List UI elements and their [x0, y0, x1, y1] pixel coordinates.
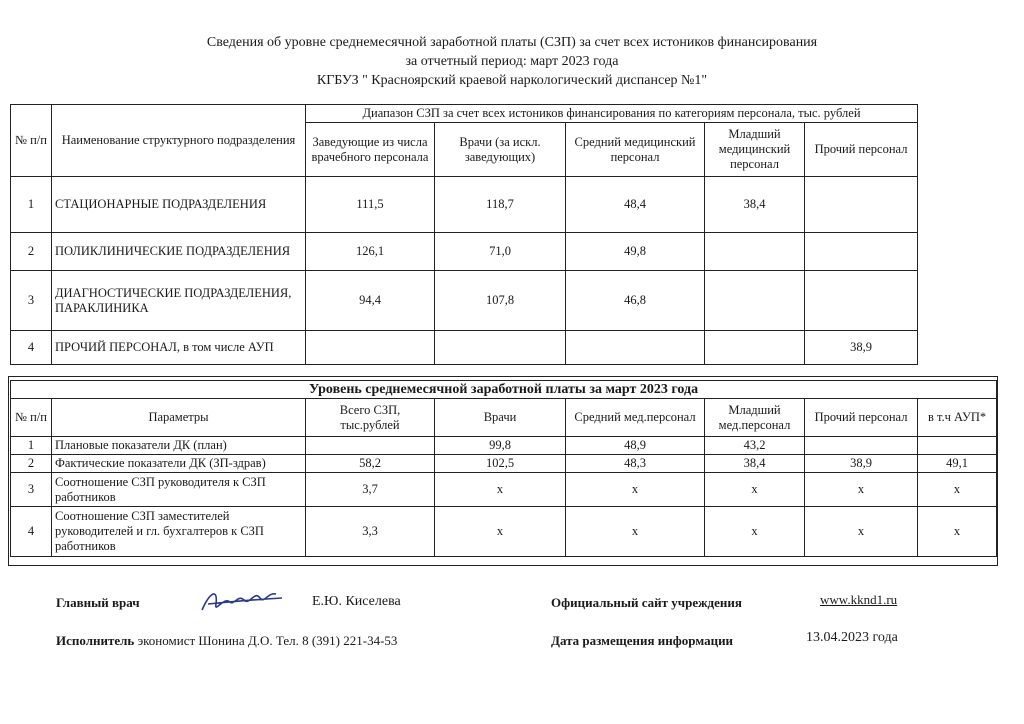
cell-value: 71,0	[435, 233, 566, 271]
table-row	[11, 331, 918, 365]
cell-value: 102,5	[435, 455, 566, 473]
cell-value	[805, 271, 918, 331]
executor-label: Исполнитель	[56, 633, 135, 648]
col-header-number: № п/п	[11, 399, 52, 437]
cell-value	[705, 331, 805, 365]
cell-value: 38,9	[805, 331, 918, 365]
cell-value	[306, 331, 435, 365]
row-number: 2	[11, 233, 52, 271]
site-link[interactable]: www.kknd1.ru	[820, 592, 898, 607]
col-header-heads: Заведующие из числа врачебного персонала	[306, 123, 435, 177]
col-header-unit-name: Наименование структурного подразделения	[52, 105, 306, 177]
row-unit-name: ПОЛИКЛИНИЧЕСКИЕ ПОДРАЗДЕЛЕНИЯ	[52, 233, 306, 271]
cell-value	[805, 233, 918, 271]
row-number: 4	[11, 331, 52, 365]
col-header-number: № п/п	[11, 105, 52, 177]
cell-value	[805, 437, 918, 455]
row-param-name: Соотношение СЗП руководителя к СЗП работников	[52, 473, 306, 507]
cell-value: х	[435, 473, 566, 507]
signature-image	[198, 584, 288, 620]
cell-value: 38,9	[805, 455, 918, 473]
row-param-name: Плановые показатели ДК (план)	[52, 437, 306, 455]
cell-value: 48,3	[566, 455, 705, 473]
cell-value: 49,8	[566, 233, 705, 271]
table-row	[11, 455, 997, 473]
doc-title-line1: Сведения об уровне среднемесячной заработной платы (СЗП) за счет всех истоников финансирования	[206, 35, 818, 50]
cell-value: х	[435, 507, 566, 557]
col-header-doctors: Врачи (за искл. заведующих)	[435, 123, 566, 177]
col-header-aup: в т.ч АУП*	[918, 399, 997, 437]
table-row	[11, 437, 997, 455]
cell-value: 38,4	[705, 455, 805, 473]
table-row	[11, 233, 918, 271]
cell-value: 49,1	[918, 455, 997, 473]
col-header-other-staff: Прочий персонал	[805, 399, 918, 437]
cell-value: х	[918, 473, 997, 507]
salary-range-table	[10, 104, 918, 365]
cell-value: 111,5	[306, 177, 435, 233]
col-header-params: Параметры	[52, 399, 306, 437]
group-header-range: Диапазон СЗП за счет всех истоников финансирования по категориям персонала, тыс. рублей	[306, 105, 918, 123]
table-row	[11, 507, 997, 557]
row-param-name: Соотношение СЗП заместителей руководителей и гл. бухгалтеров к СЗП работников	[52, 507, 306, 557]
col-header-doctors: Врачи	[435, 399, 566, 437]
chief-name: Е.Ю. Киселева	[312, 594, 401, 609]
table2-title: Уровень среднемесячной заработной платы за март 2023 года	[11, 381, 997, 399]
cell-value: 99,8	[435, 437, 566, 455]
doc-title-line3: КГБУЗ " Красноярский краевой наркологический диспансер №1"	[316, 73, 708, 88]
row-number: 4	[11, 507, 52, 557]
row-number: 3	[11, 271, 52, 331]
table-row	[11, 271, 918, 331]
col-header-mid-staff: Средний мед.персонал	[566, 399, 705, 437]
chief-label: Главный врач	[56, 595, 140, 610]
cell-value: 43,2	[705, 437, 805, 455]
table-row	[11, 473, 997, 507]
cell-value: х	[566, 507, 705, 557]
cell-value: 126,1	[306, 233, 435, 271]
salary-level-table	[10, 380, 997, 557]
cell-value	[705, 271, 805, 331]
cell-value: 118,7	[435, 177, 566, 233]
table-row	[11, 177, 918, 233]
date-value: 13.04.2023 года	[806, 630, 898, 645]
executor-text: экономист Шонина Д.О. Тел. 8 (391) 221-34-53	[134, 633, 398, 648]
cell-value: 94,4	[306, 271, 435, 331]
date-label: Дата размещения информации	[551, 633, 734, 648]
row-number: 1	[11, 437, 52, 455]
cell-value	[805, 177, 918, 233]
row-number: 2	[11, 455, 52, 473]
col-header-mid-staff: Средний медицинский персонал	[566, 123, 705, 177]
cell-value	[918, 437, 997, 455]
site-label: Официальный сайт учреждения	[551, 595, 742, 610]
cell-value	[306, 437, 435, 455]
cell-value	[705, 233, 805, 271]
cell-value: 46,8	[566, 271, 705, 331]
cell-value: 3,7	[306, 473, 435, 507]
cell-value	[566, 331, 705, 365]
row-number: 1	[11, 177, 52, 233]
row-param-name: Фактические показатели ДК (ЗП-здрав)	[52, 455, 306, 473]
row-unit-name: СТАЦИОНАРНЫЕ ПОДРАЗДЕЛЕНИЯ	[52, 177, 306, 233]
cell-value: х	[566, 473, 705, 507]
row-unit-name: ДИАГНОСТИЧЕСКИЕ ПОДРАЗДЕЛЕНИЯ, ПАРАКЛИНИКА	[52, 271, 306, 331]
cell-value: 38,4	[705, 177, 805, 233]
cell-value: х	[705, 507, 805, 557]
cell-value: 3,3	[306, 507, 435, 557]
col-header-total: Всего СЗП, тыс.рублей	[306, 399, 435, 437]
executor-line	[56, 633, 397, 649]
cell-value: 107,8	[435, 271, 566, 331]
row-unit-name: ПРОЧИЙ ПЕРСОНАЛ, в том числе АУП	[52, 331, 306, 365]
row-number: 3	[11, 473, 52, 507]
cell-value: 58,2	[306, 455, 435, 473]
cell-value: х	[918, 507, 997, 557]
col-header-other-staff: Прочий персонал	[805, 123, 918, 177]
col-header-junior-staff: Младший мед.персонал	[705, 399, 805, 437]
cell-value: 48,4	[566, 177, 705, 233]
col-header-junior-staff: Младший медицинский персонал	[705, 123, 805, 177]
doc-title-line2: за отчетный период: март 2023 года	[405, 54, 619, 69]
cell-value: 48,9	[566, 437, 705, 455]
cell-value: х	[705, 473, 805, 507]
cell-value	[435, 331, 566, 365]
cell-value: х	[805, 507, 918, 557]
cell-value: х	[805, 473, 918, 507]
